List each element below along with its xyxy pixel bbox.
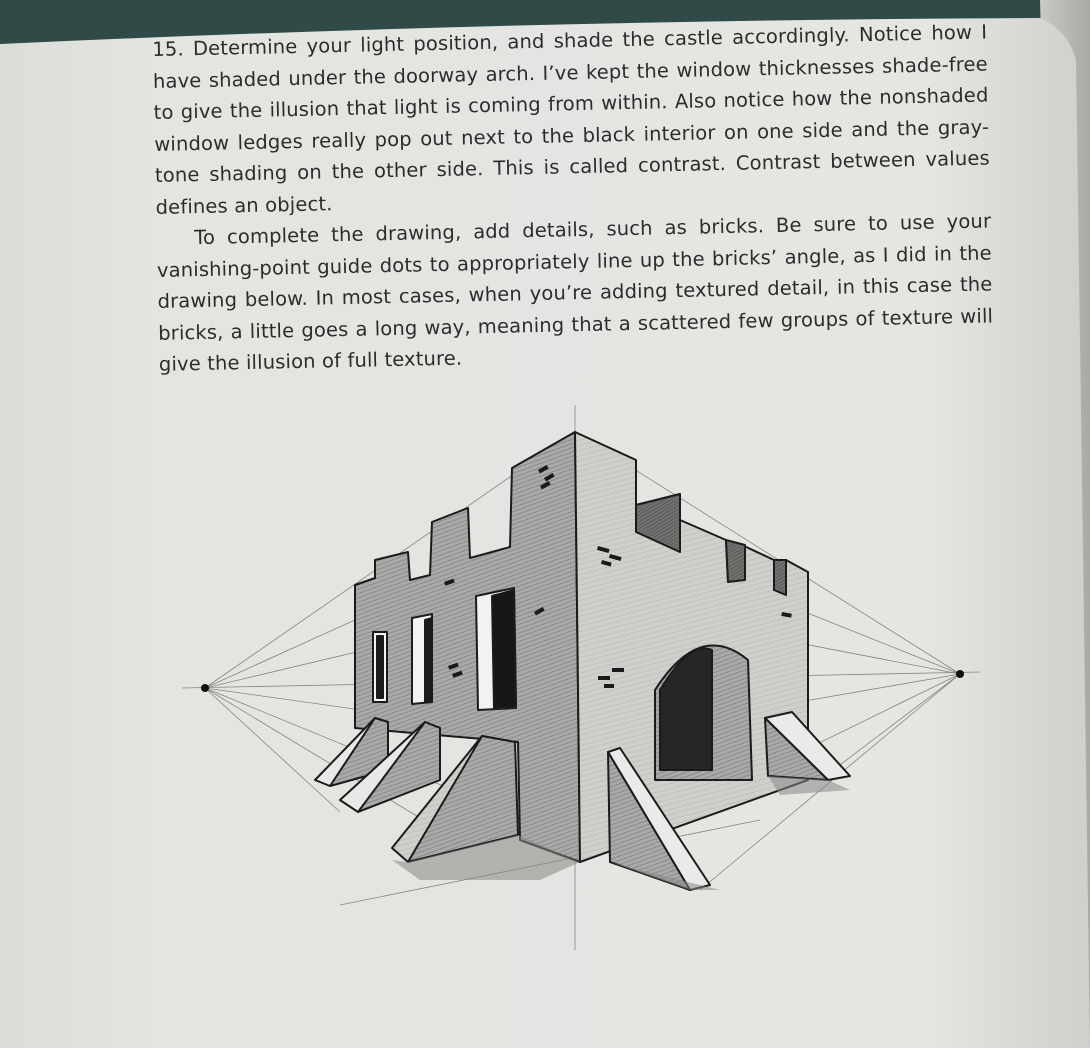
body-text <box>152 17 994 381</box>
paragraph-complete-drawing: To complete the drawing, add details, such as bricks. Be sure to use your vanishing-point guide dots to appropriately line up the bricks’ angle, as I did in the drawing below. In most cases, when you’re adding textured detail, in this case the bricks, a little goes a long way, meaning that a scattered few groups of texture will give the illusion of full texture. <box>156 209 994 376</box>
paragraph-step-15: 15. Determine your light position, and shade the castle accordingly. Notice how I have shaded under the doorway arch. I’ve kept the window thicknesses shade-free to give the illusion that light is coming from within. Also notice how the nonshaded window ledges really pop out next to the black interior on one side and the gray-tone shading on the other side. This is called contrast. Contrast between values defines an object. <box>152 20 991 219</box>
